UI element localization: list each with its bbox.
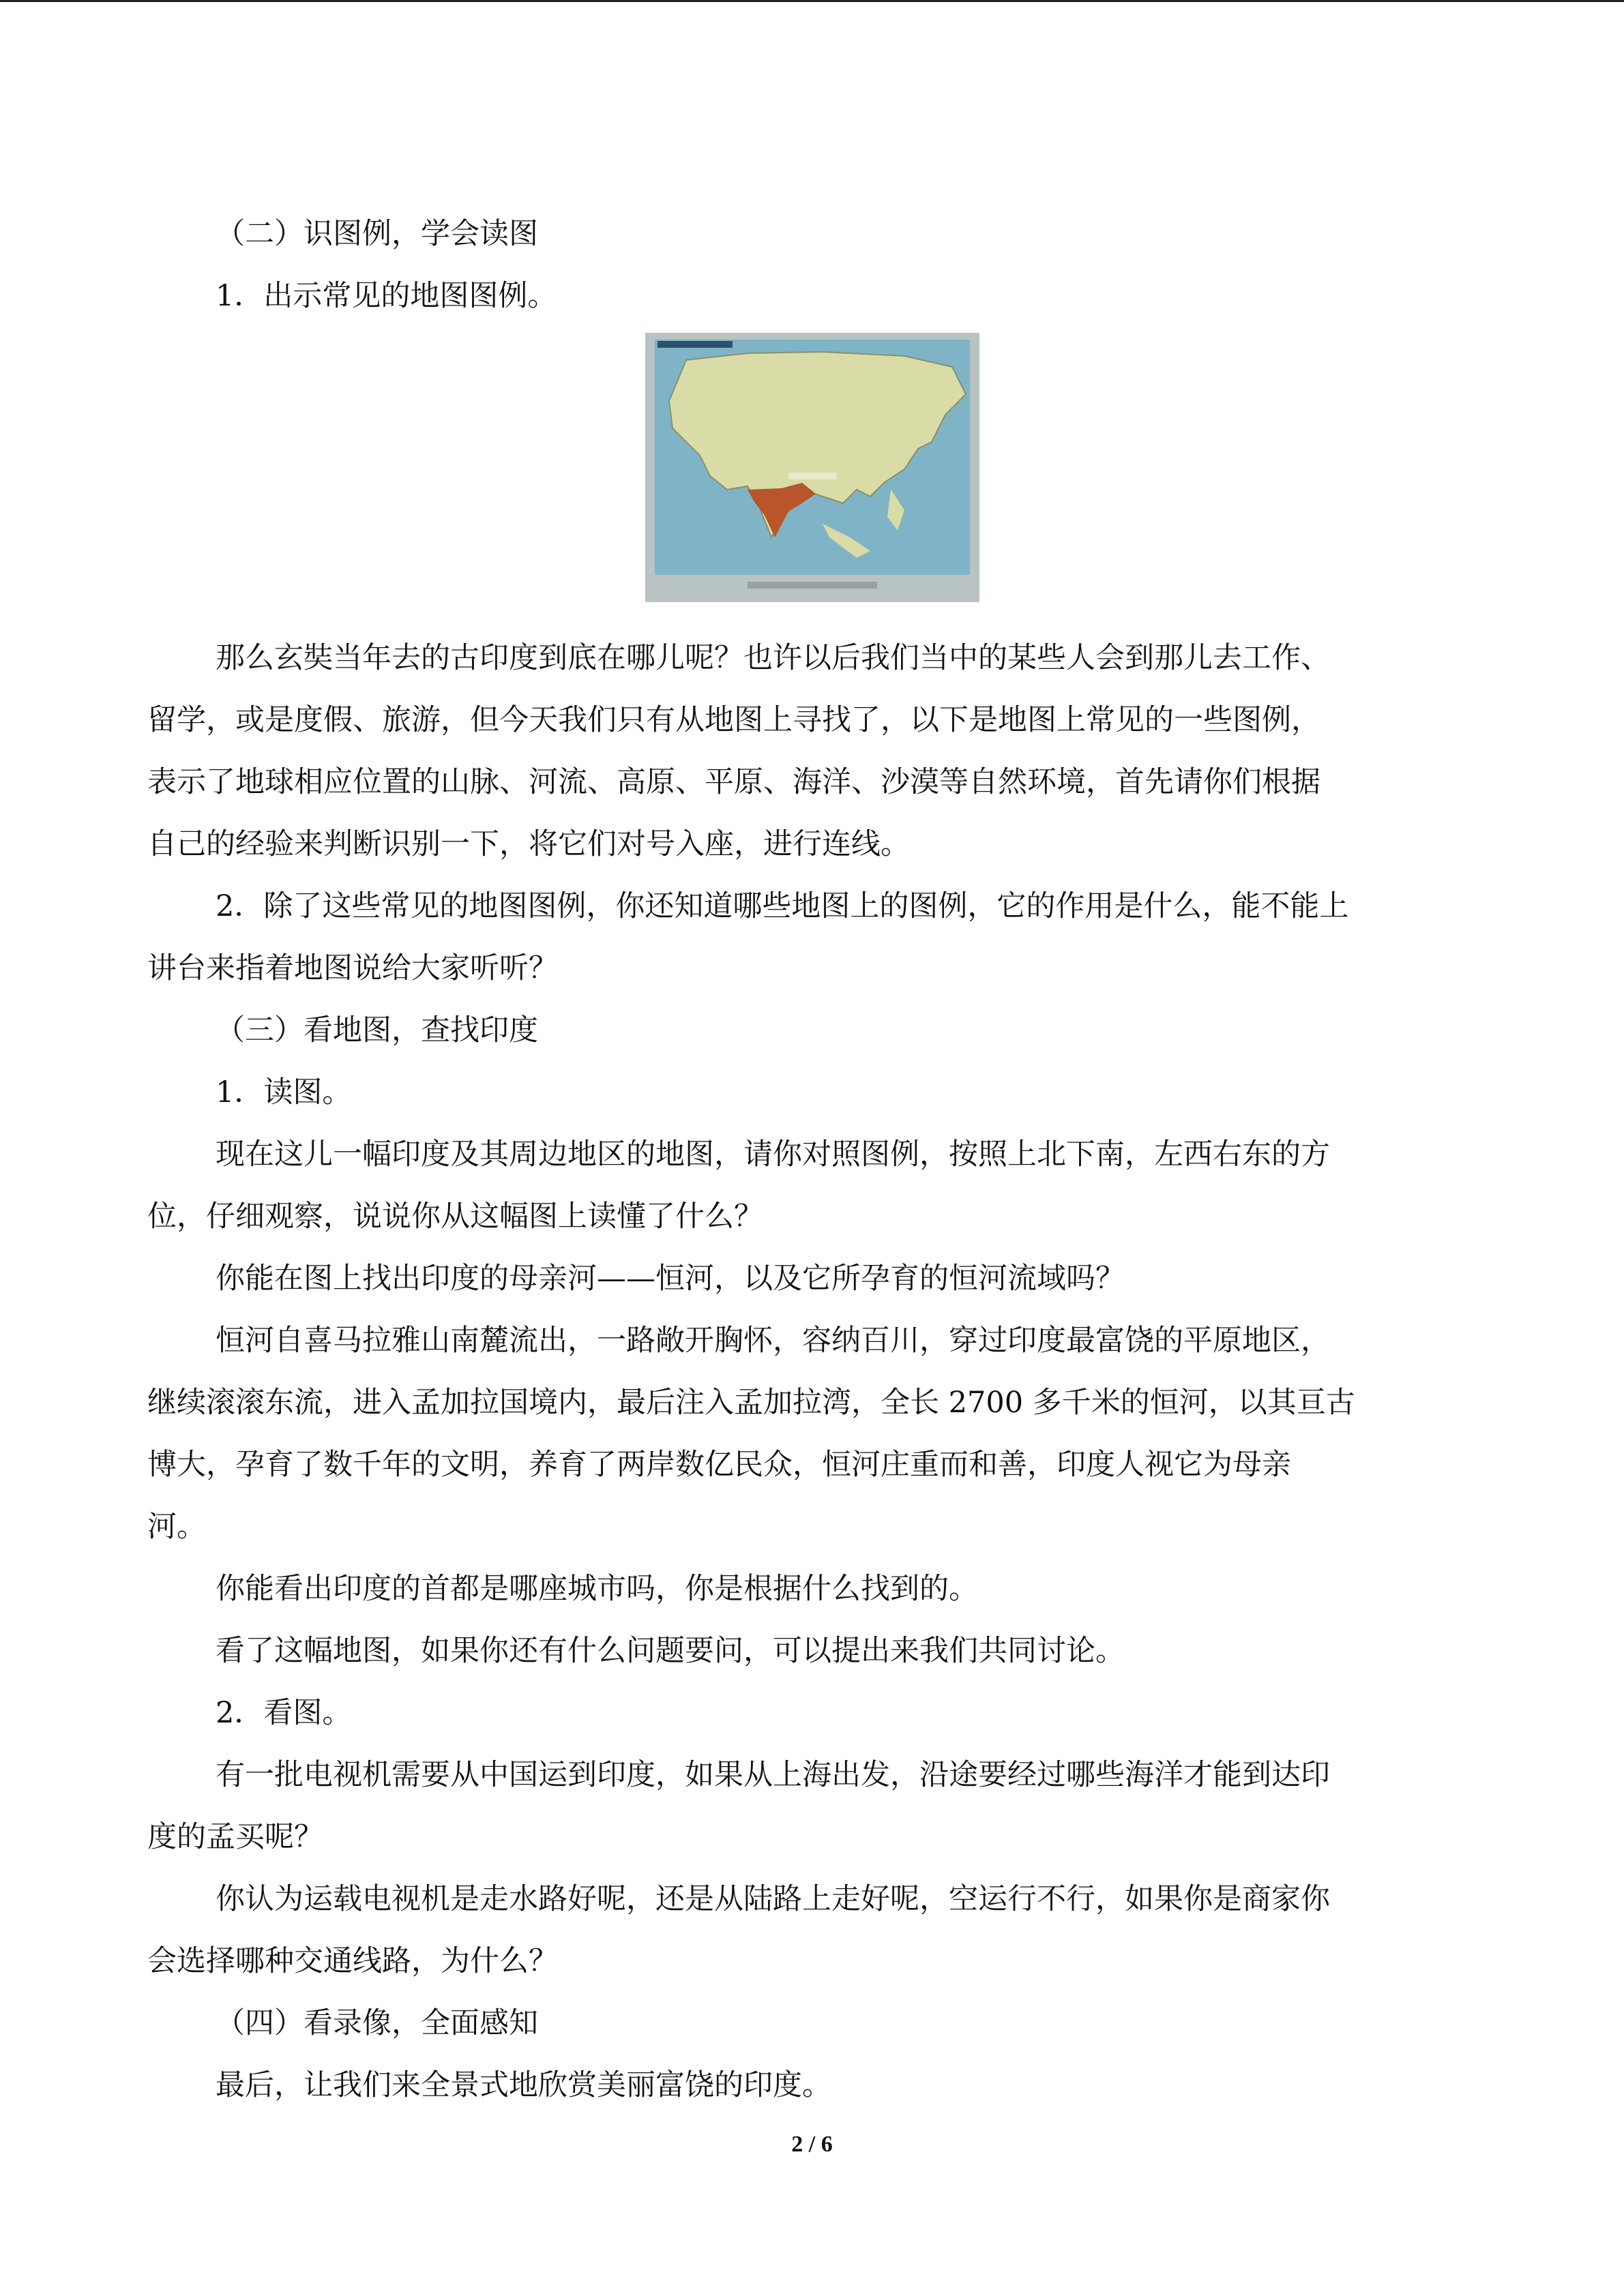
item-1-read-map: 1．读图。	[216, 1075, 352, 1109]
paragraph-line: 恒河自喜马拉雅山南麓流出，一路敞开胸怀，容纳百川，穿过印度最富饶的平原地区，	[216, 1324, 1330, 1358]
paragraph-line: 继续滚滚东流，进入孟加拉国境内，最后注入孟加拉湾，全长 2700 多千米的恒河，以其亘古	[147, 1386, 1355, 1420]
asia-map-image	[645, 333, 979, 602]
paragraph-line: 最后，让我们来全景式地欣赏美丽富饶的印度。	[216, 2068, 831, 2102]
paragraph-line: 会选择哪种交通线路，为什么？	[147, 1944, 558, 1978]
page-number: 2 / 6	[791, 2132, 833, 2157]
paragraph-line: 表示了地球相应位置的山脉、河流、高原、平原、海洋、沙漠等自然环境，首先请你们根据	[147, 765, 1320, 799]
section-heading-4: （四）看录像，全面感知	[216, 2006, 538, 2040]
paragraph-line: 你认为运载电视机是走水路好呢，还是从陆路上走好呢，空运行不行，如果你是商家你	[216, 1882, 1330, 1916]
paragraph-line: 2．除了这些常见的地图图例，你还知道哪些地图上的图例，它的作用是什么，能不能上	[216, 889, 1349, 923]
paragraph-line: 讲台来指着地图说给大家听听？	[147, 951, 558, 985]
item-1-show-legend: 1．出示常见的地图图例。	[216, 279, 557, 313]
section-heading-3: （三）看地图，查找印度	[216, 1013, 538, 1047]
paragraph-line: 位，仔细观察，说说你从这幅图上读懂了什么？	[147, 1199, 763, 1234]
paragraph-line: 那么玄奘当年去的古印度到底在哪儿呢？也许以后我们当中的某些人会到那儿去工作、	[216, 641, 1330, 675]
map-caption-mark	[748, 582, 877, 588]
map-label-mark	[788, 473, 836, 479]
block-legend-heading	[147, 203, 1477, 327]
paragraph-line: 有一批电视机需要从中国运到印度，如果从上海出发，沿途要经过哪些海洋才能到达印	[216, 1758, 1330, 1792]
item-2-look-map: 2．看图。	[216, 1696, 352, 1730]
paragraph-line: 你能在图上找出印度的母亲河——恒河，以及它所孕育的恒河流域吗？	[216, 1262, 1125, 1296]
paragraph-line: 你能看出印度的首都是哪座城市吗，你是根据什么找到的。	[216, 1572, 978, 1606]
paragraph-line: 现在这儿一幅印度及其周边地区的地图，请你对照图例，按照上北下南，左西右东的方	[216, 1137, 1330, 1172]
paragraph-line: 留学，或是度假、旅游，但今天我们只有从地图上寻找了，以下是地图上常见的一些图例，	[147, 703, 1320, 737]
paragraph-line: 度的孟买呢？	[147, 1820, 323, 1854]
section-heading-2: （二）识图例，学会读图	[216, 217, 538, 251]
paragraph-line: 看了这幅地图，如果你还有什么问题要问，可以提出来我们共同讨论。	[216, 1634, 1125, 1668]
paragraph-line: 自己的经验来判断识别一下，将它们对号入座，进行连线。	[147, 827, 910, 861]
top-border	[0, 0, 1624, 2]
block-body	[147, 627, 1477, 2117]
map-title-strip	[658, 341, 733, 348]
paragraph-line: 博大，孕育了数千年的文明，养育了两岸数亿民众，恒河庄重而和善，印度人视它为母亲	[147, 1448, 1291, 1482]
paragraph-line: 河。	[147, 1510, 206, 1544]
